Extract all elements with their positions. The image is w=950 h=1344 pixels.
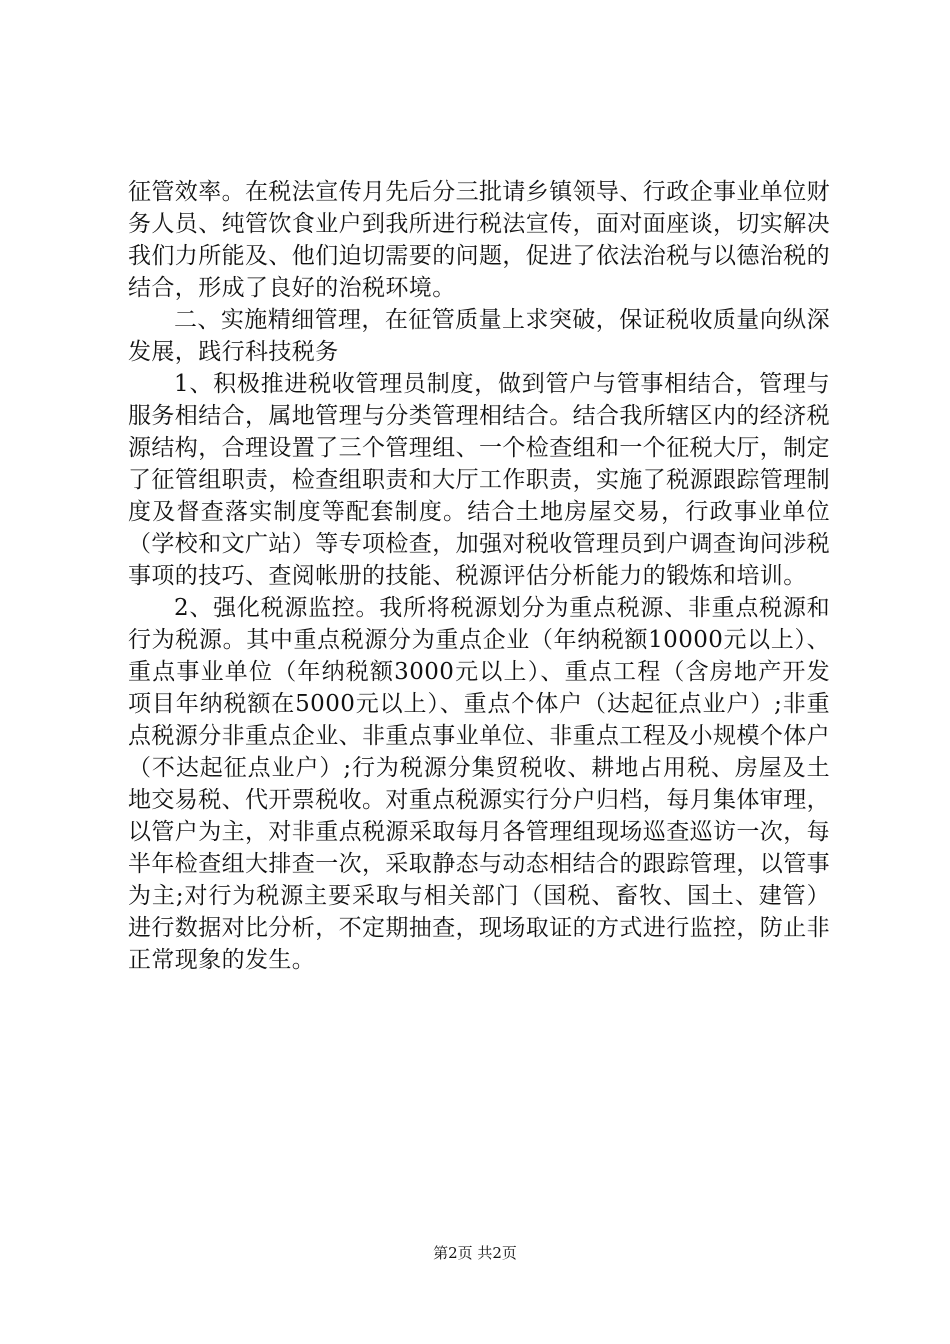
page-number-footer: 第2页 共2页 <box>433 1244 517 1262</box>
section-heading-2: 二、实施精细管理，在征管质量上求突破，保证税收质量向纵深发展，践行科技税务 <box>128 307 830 365</box>
paragraph-item-1: 1、积极推进税收管理员制度，做到管户与管事相结合，管理与服务相结合，属地管理与分类管理相结合。结合我所辖区内的经济税源结构，合理设置了三个管理组、一个检查组和一个征税大厅，制定了征管组职责，检查组职责和大厅工作职责，实施了税源跟踪管理制度及督查落实制度等配套制度。结合土地房屋交易，行政事业单位（学校和文广站）等专项检查，加强对税收管理员到户调查询问涉税事项的技巧、查阅帐册的技能、税源评估分析能力的锻炼和培训。 <box>128 371 830 589</box>
paragraph-item-2: 2、强化税源监控。我所将税源划分为重点税源、非重点税源和行为税源。其中重点税源分为重点企业（年纳税额10000元以上）、重点事业单位（年纳税额3000元以上）、重点工程（含房地产开发项目年纳税额在5000元以上）、重点个体户（达起征点业户）;非重点税源分非重点企业、非重点事业单位、非重点工程及小规模个体户（不达起征点业户）;行为税源分集贸税收、耕地占用税、房屋及土地交易税、代开票税收。对重点税源实行分户归档，每月集体审理，以管户为主，对非重点税源采取每月各管理组现场巡查巡访一次，每半年检查组大排查一次，采取静态与动态相结合的跟踪管理，以管事为主;对行为税源主要采取与相关部门（国税、畜牧、国土、建管）进行数据对比分析，不定期抽查，现场取证的方式进行监控，防止非正常现象的发生。 <box>128 595 830 973</box>
paragraph-continuation: 征管效率。在税法宣传月先后分三批请乡镇领导、行政企事业单位财务人员、纯管饮食业户到我所进行税法宣传，面对面座谈，切实解决我们力所能及、他们迫切需要的问题，促进了依法治税与以德治税的结合，形成了良好的治税环境。 <box>128 179 830 301</box>
document-body <box>128 176 830 976</box>
